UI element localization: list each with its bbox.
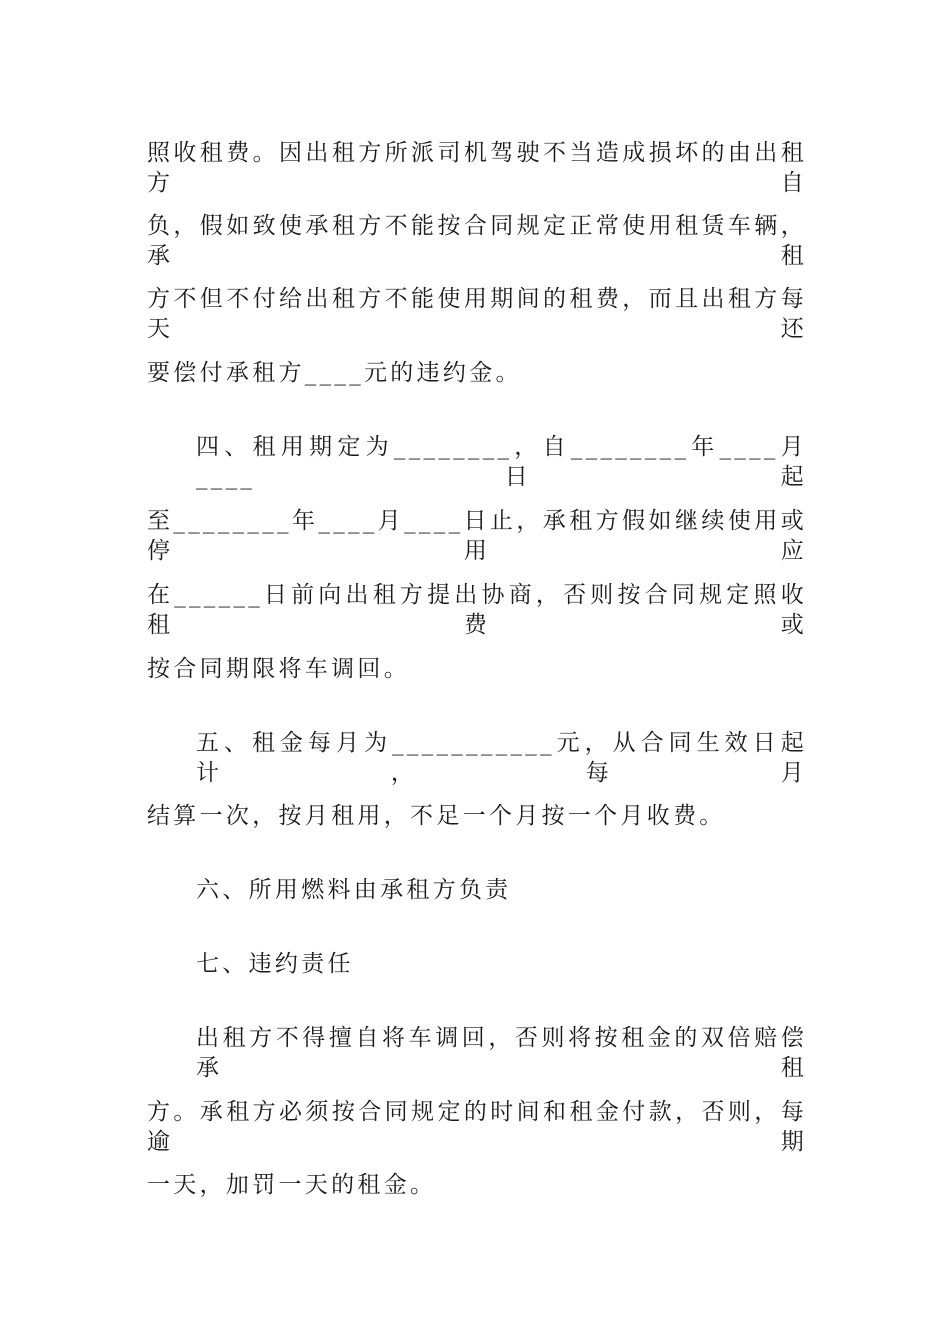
paragraph-line: 负，假如致使承租方不能按合同规定正常使用租赁车辆，承租: [147, 213, 807, 269]
clause-five-line: 五、租金每月为___________元，从合同生效日起计，每月: [196, 730, 807, 786]
paragraph-line: 照收租费。因出租方所派司机驾驶不当造成损坏的由出租方自: [147, 140, 807, 196]
paragraph-line: 方不但不付给出租方不能使用期间的租费，而且出租方每天还: [147, 286, 807, 342]
clause-four-line: 四、租用期定为________，自________年____月____日起: [196, 434, 807, 490]
paragraph-line: 结算一次，按月租用，不足一个月按一个月收费。: [147, 803, 726, 829]
paragraph-line: 至________年____月____日止，承租方假如继续使用或停用应: [147, 508, 807, 564]
clause-six-heading: 六、所用燃料由承租方负责: [196, 877, 512, 903]
paragraph-line: 方。承租方必须按合同规定的时间和租金付款，否则，每逾期: [147, 1099, 807, 1155]
paragraph-line: 一天，加罚一天的租金。: [147, 1172, 437, 1198]
paragraph-line: 要偿付承租方____元的违约金。: [147, 360, 522, 386]
paragraph-line: 按合同期限将车调回。: [147, 656, 410, 682]
clause-seven-heading: 七、违约责任: [196, 951, 354, 977]
paragraph-line: 在______日前向出租方提出协商，否则按合同规定照收租费或: [147, 582, 807, 638]
paragraph-line: 出租方不得擅自将车调回，否则将按租金的双倍赔偿承租: [196, 1025, 807, 1081]
